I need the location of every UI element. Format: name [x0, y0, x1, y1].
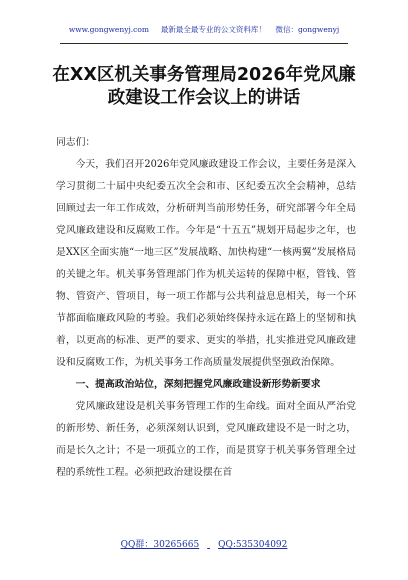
footer-qq[interactable]: QQ:535304092	[218, 540, 288, 550]
title-line-1: 在XX区机关事务管理局2026年党风廉	[52, 65, 356, 85]
document-title	[0, 64, 408, 110]
site-slogan: 最新最全最专业的公文资料库！	[160, 25, 266, 34]
site-wechat: 微信：gongwenyj	[275, 25, 340, 34]
site-url[interactable]: www.gongwenyj.com	[68, 25, 149, 34]
site-header	[0, 24, 408, 35]
paragraph-1: 今天，我们召开2026年党风廉政建设工作会议，主要任务是深入学习贯彻二十届中央纪委五次全会和市、区纪委五次全会精神，总结回顾过去一年工作成效，分析研判当前形势任务，研究部署今年全局党风廉政建设和反腐败工作。今年是“十五五”规划开局起步之年，也是XX区全面实施“一地三区”发展战略、加快构建“一核两翼”发展格局的关键之年。机关事务管理部门作为机关运转的保障中枢，管钱、管物、管资产、管项目，每一项工作都与公共利益息息相关，每一个环节都面临廉政风险的考验。我们必须始终保持永远在路上的坚韧和执着，以更高的标准、更严的要求、更实的举措，扎实推进党风廉政建设和反腐败工作，为机关事务工作高质量发展提供坚强政治保障。	[56, 159, 356, 368]
header-divider	[60, 43, 348, 44]
document-body	[56, 132, 356, 484]
salutation: 同志们：	[56, 137, 96, 148]
paragraph-2: 党风廉政建设是机关事务管理工作的生命线。面对全面从严治党的新形势、新任务，必须深刻认识到，党风廉政建设不是一时之功，而是长久之计；不是一项孤立的工作，而是贯穿于机关事务管理全过程的系统性工程。必须把政治建设摆在首	[56, 401, 356, 478]
site-footer	[0, 537, 408, 550]
title-line-2: 政建设工作会议上的讲话	[107, 88, 301, 108]
footer-qq-group[interactable]: QQ群：30265665	[120, 540, 200, 550]
section-heading-1: 一、提高政治站位，深刻把握党风廉政建设新形势新要求	[75, 379, 321, 390]
